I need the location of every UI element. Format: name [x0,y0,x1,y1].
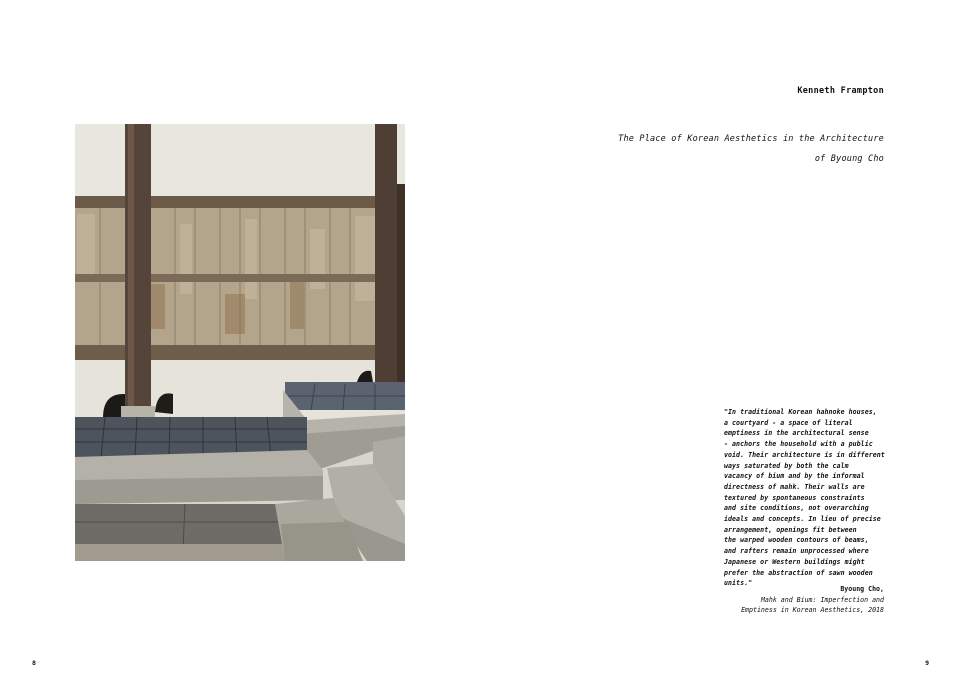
citation-author: Byoung Cho, [840,585,884,593]
essay-title-line: of Byoung Cho [814,154,884,164]
quote-line: a courtyard - a space of literal [724,418,853,427]
quote-line: Japanese or Western buildings might [724,557,865,566]
quote-line: prefer the abstraction of sawn wooden [724,568,873,577]
quote-line: and rafters remain unprocessed where [724,547,869,556]
quote-line: emptiness in the architectural sense [724,429,869,438]
quote-line: and site conditions, not overarching [724,504,869,513]
quote-line: directness of mahk. Their walls are [724,482,865,491]
quote-line: arrangement, openings fit between [724,525,857,534]
quote-line: - anchors the household with a public [724,440,873,449]
quote-line: ideals and concepts. In lieu of precise [724,515,881,524]
epigraph-quote [724,407,894,589]
essay-title [564,129,884,169]
quote-line: textured by spontaneous constraints [724,493,865,502]
quote-line: the warped wooden contours of beams, [724,536,869,545]
quote-line: ways saturated by both the calm [724,461,849,470]
essay-author: Kenneth Frampton [797,86,884,96]
citation-source-line: Emptiness in Korean Aesthetics, 2018 [741,606,884,615]
quote-line: vacancy of bium and by the informal [724,472,865,481]
citation-source-line: Mahk and Bium: Imperfection and [760,595,884,604]
quote-line: "In traditional Korean hahnoke houses, [724,408,877,416]
essay-title-line: The Place of Korean Aesthetics in the Architecture [618,134,884,144]
quote-citation [684,584,884,616]
page-number-left: 8 [32,659,36,667]
courtyard-photo [75,124,405,561]
page-number-right: 9 [925,659,929,667]
quote-line: units." [724,579,753,588]
quote-line: void. Their architecture is in different [724,450,885,459]
